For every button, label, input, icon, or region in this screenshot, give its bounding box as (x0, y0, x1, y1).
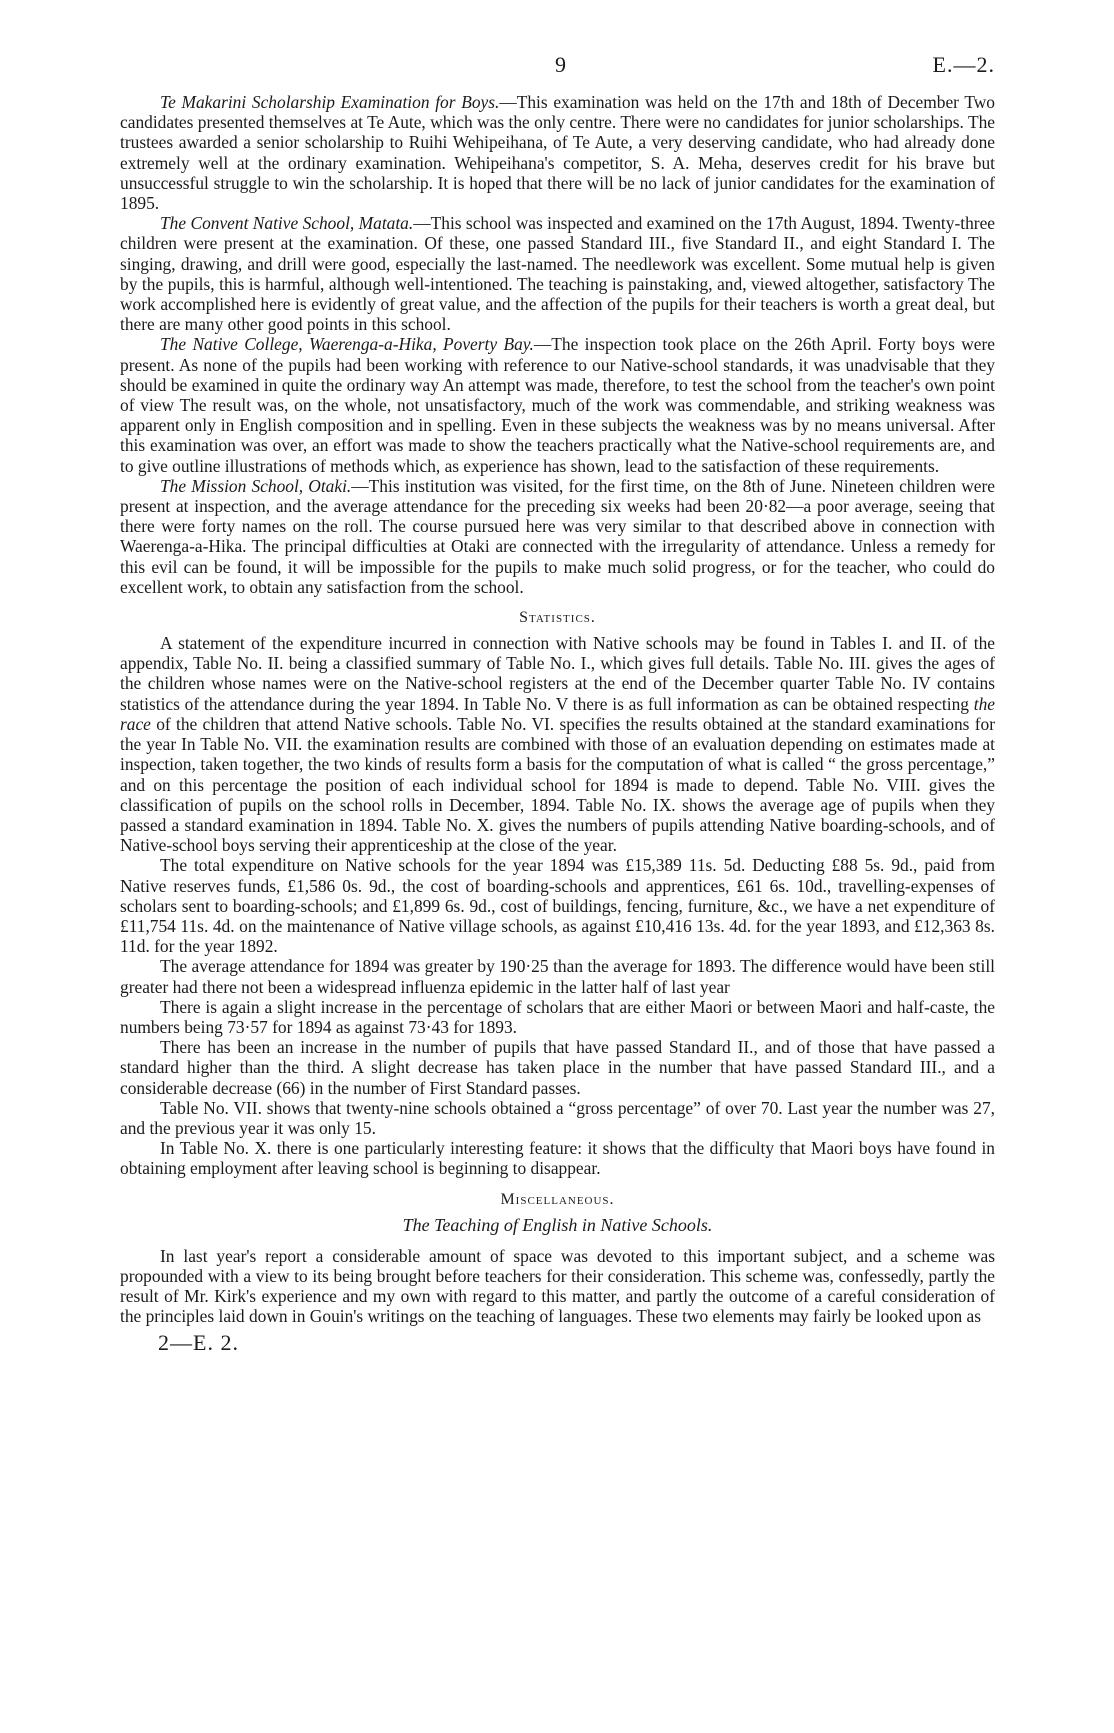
paragraph-lead: The Native College, Waerenga-a-Hika, Poverty Bay. (160, 334, 534, 355)
miscellaneous-heading: Miscellaneous. (500, 1190, 615, 1208)
statistics-paragraph: There has been an increase in the number of pupils that have passed Standard II., and of those that have passed a standard higher than the third. A slight decrease has taken place in the number that have passed Standard III., and a considerable decrease (66) in the number of First Standard passes. (120, 1037, 995, 1098)
document-page (120, 52, 995, 1356)
emphasis-the-race: the race (120, 693, 995, 734)
document-reference: E.—2. (932, 52, 995, 77)
scholarship-reports (120, 92, 995, 597)
statistics-heading: Statistics. (519, 609, 596, 627)
paragraph-mission-school (120, 476, 995, 597)
statistics-paragraph: Table No. VII. shows that twenty-nine schools obtained a “gross percentage” of over 70. Last year the number was 27, and the previous year it was only 15. (120, 1097, 995, 1138)
signature-mark: 2—E. 2. (158, 1330, 239, 1356)
paragraph-lead: The Mission School, Otaki. (160, 475, 352, 496)
statistics-paragraph: In Table No. X. there is one particularly interesting feature: it shows that the difficulty that Maori boys have found in obtaining employment after leaving school is beginning to disappear. (120, 1138, 995, 1179)
statistics-paragraph: The total expenditure on Native schools for the year 1894 was £15,389 11s. 5d. Deducting £88 5s. 9d., paid from Native reserves funds, £1,586 0s. 9d., the cost of boarding-schools and apprentices, £61 6s. 10d., travelling-expenses of scholars sent to boarding-schools; and £1,899 6s. 9d., cost of buildings, fencing, furniture, &c., we have a net expenditure of £11,754 11s. 4d. on the maintenance of Native village schools, as against £10,416 13s. 4d. for the year 1893, and £12,363 8s. 11d. for the year 1892. (120, 855, 995, 957)
paragraph-makarini (120, 92, 995, 213)
teaching-english-subheading: The Teaching of English in Native Schools. (402, 1214, 713, 1235)
paragraph-lead: Te Makarini Scholarship Examination for Boys. (160, 92, 500, 112)
statistics-paragraph: There is again a slight increase in the percentage of scholars that are either Maori or between Maori and half-caste, the numbers being 73·57 for 1894 as against 73·43 for 1893. (120, 996, 995, 1037)
paragraph-lead: The Convent Native School, Matata. (160, 213, 414, 234)
statistics-paragraph: A statement of the expenditure incurred in connection with Native schools may be found in Tables I. and II. of the appendix, Table No. II. being a classified summary of Table No. I., which gives full details. Table No. III. gives the ages of the children whose names were on the Native-school registers at the end of the December quarter Table No. IV contains statistics of the attendance during the year 1894. In Table No. V there is as full information as can be obtained respecting the race of the children that attend Native schools. Table No. VI. specifies the results obtained at the standard examinations for the year In Table No. VII. the examination results are combined with those of an evaluation depending on estimates made at inspection, taken together, the two kinds of results form a basis for the computation of what is called “ the gross percentage,” and on this percentage the position of each individual school for 1894 is made to depend. Table No. VIII. gives the classification of pupils on the school rolls in December, 1894. Table No. IX. shows the average age of pupils when they passed a standard examination in 1894. Table No. X. gives the numbers of pupils attending Native boarding-schools, and of Native-school boys serving their apprenticeship at the close of the year. (120, 633, 995, 856)
page-header (120, 52, 995, 92)
page-number: 9 (555, 52, 566, 77)
paragraph-native-college (120, 334, 995, 475)
statistics-section (120, 633, 995, 1178)
paragraph-text: —This institution was visited, for the first time, on the 8th of June. Nineteen children were present at inspection, and the average attendance for the preceding six weeks had been 20·82—a poor average, seeing that there were forty names on the roll. The course pursued here was very similar to that described above in connection with Waerenga-a-Hika. The principal difficulties at Otaki are connected with the irregularity of attendance. Unless a remedy for this evil can be found, it will be impossible for the pupils to make much solid progress, or for the teacher, who could do excellent work, to obtain any satisfaction from the school. (120, 475, 996, 597)
statistics-paragraph: The average attendance for 1894 was greater by 190·25 than the average for 1893. The difference would have been still greater had there not been a widespread influenza epidemic in the latter half of last year (120, 956, 995, 997)
paragraph-text: —This school was inspected and examined on the 17th August, 1894. Twenty-three children were present at the examination. Of these, one passed Standard III., five Standard II., and eight Standard I. The singing, drawing, and drill were good, especially the last-named. The needlework was excellent. Some mutual help is given by the pupils, this is harmful, although well-intentioned. The teaching is painstaking, and, viewed altogether, satisfactory The work accomplished here is evidently of great value, and the affection of the pupils for their teachers is worth a great deal, but there are many other good points in this school. (120, 213, 996, 335)
paragraph-text: —This examination was held on the 17th and 18th of December Two candidates presented themselves at Te Aute, which was the only centre. There were no candidates for junior scholarships. The trustees awarded a senior scholarship to Ruihi Wehipeihana, of Te Aute, a very deserving candidate, who had already done extremely well at the ordinary examination. Wehipeihana's competitor, S. A. Meha, deserves credit for his brave but unsuccessful struggle to win the scholarship. It is hoped that there will be no lack of junior candidates for the examination of 1895. (120, 92, 995, 214)
miscellaneous-paragraph: In last year's report a considerable amount of space was devoted to this important subject, and a scheme was propounded with a view to its being brought before teachers for their consideration. This scheme was, confessedly, partly the result of Mr. Kirk's experience and my own with regard to this matter, and partly the outcome of a careful consideration of the principles laid down in Gouin's writings on the teaching of languages. These two elements may fairly be looked upon as (120, 1245, 995, 1327)
paragraph-text: —The inspection took place on the 26th April. Forty boys were present. As none of the pupils had been working with reference to our Native-school standards, it was unadvisable that they should be examined in quite the ordinary way An attempt was made, therefore, to test the school from the teacher's own point of view The result was, on the whole, not unsatisfactory, much of the work was commendable, and striking weakness was apparent only in English composition and in spelling. Even in these subjects the weakness was by no means universal. After this examination was over, an effort was made to show the teachers practically what the Native-school requirements are, and to give outline illustrations of methods which, as experience has shown, lead to the satisfaction of these requirements. (120, 334, 995, 476)
paragraph-convent-school (120, 213, 995, 334)
